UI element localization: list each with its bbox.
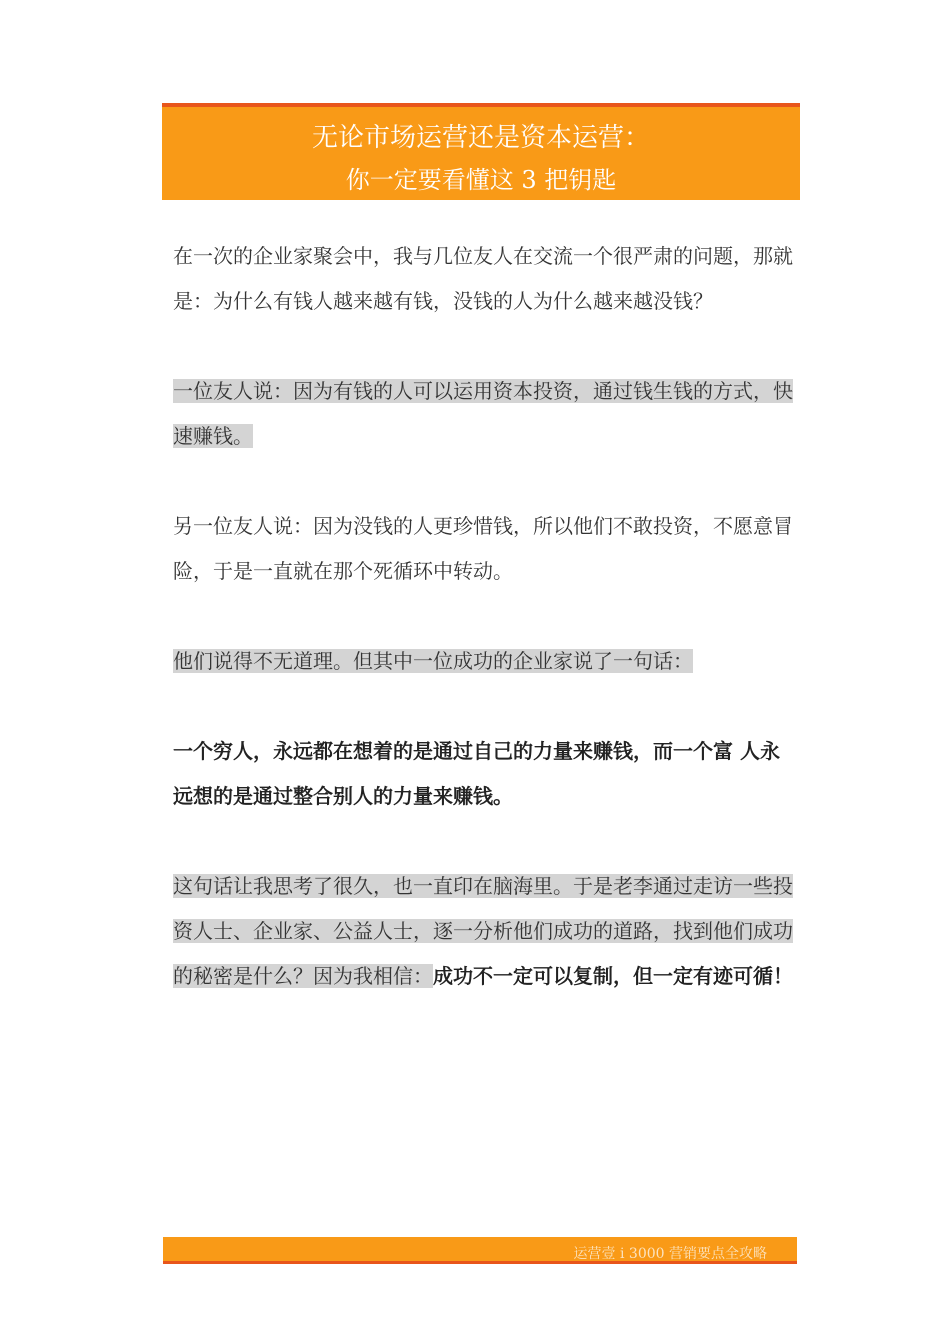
title-line-1: 无论市场运营还是资本运营： — [311, 123, 650, 153]
title-banner — [162, 103, 800, 200]
article-body — [173, 234, 799, 1044]
paragraph-question: 在一次的企业家聚会中，我与几位友人在交流一个很严肃的问题，那就是：为什么有钱人越来越有钱，没钱的人为什么越来越没钱？ — [173, 244, 793, 313]
paragraph-entrepreneur-said: 他们说得不无道理。但其中一位成功的企业家说了一句话： — [173, 649, 693, 673]
paragraph-friend-one: 一位友人说：因为有钱的人可以运用资本投资，通过钱生钱的方式，快速赚钱。 — [173, 379, 793, 448]
paragraph-friend-two: 另一位友人说：因为没钱的人更珍惜钱，所以他们不敢投资，不愿意冒险，于是一直就在那个死循环中转动。 — [173, 514, 793, 583]
title-line-2: 你一定要看懂这 3 把钥匙 — [345, 166, 617, 194]
footer-text: 运营壹 i 3000 营销要点全攻略 — [573, 1246, 767, 1262]
paragraph-conclusion: 这句话让我思考了很久，也一直印在脑海里。于是老李通过走访一些投资人士、企业家、公益人士，逐一分析他们成功的道路，找到他们成功的秘密是什么？因为我相信：成功不一定可以复制，但一定有迹可循！ — [173, 874, 793, 988]
footer-banner — [163, 1237, 797, 1264]
paragraph-key-quote: 一个穷人，永远都在想着的是通过自己的力量来赚钱，而一个富 人永远想的是通过整合别人的力量来赚钱。 — [173, 739, 780, 808]
